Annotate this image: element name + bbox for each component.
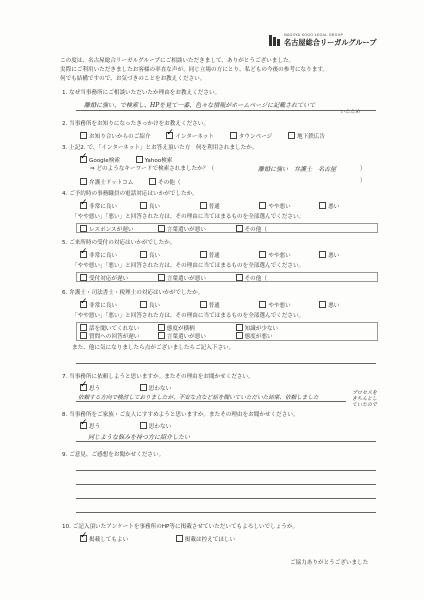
- checkbox[interactable]: [259, 301, 266, 308]
- q1-answer-line: [76, 110, 376, 111]
- q6-rating-bad[interactable]: 悪い: [319, 301, 339, 309]
- q3-other-close: ）: [360, 178, 366, 184]
- org-name-small: NAGOYA SOGO LEGAL GROUP: [284, 33, 343, 37]
- q3-text: 3. 上記2. で、「インターネット」とお答え頂いた方 何を利用されましたか。: [62, 145, 258, 151]
- checkbox[interactable]: [236, 332, 243, 339]
- checkbox[interactable]: [158, 225, 165, 232]
- q3-keyword-label: ⇒ どのようなキーワードで検索されましたか？（: [90, 166, 214, 172]
- q2-text: 2. 当事務所をお知りになったきっかけをお教えください。: [62, 121, 209, 127]
- checkbox[interactable]: [80, 324, 87, 331]
- q6-reason-slow-answer[interactable]: 質問への回答が遅い: [80, 332, 142, 340]
- q4-rating-average[interactable]: 普通: [200, 202, 244, 210]
- q1-answer: 離婚に強い、で検索し、HPを見て一番、色々な情報がホームページに記載されていて: [84, 102, 316, 109]
- checkbox[interactable]: [236, 225, 243, 232]
- q6-reason-not-listening[interactable]: 話を聞いてくれない: [80, 324, 142, 332]
- logo-mark-icon: [268, 33, 282, 47]
- q4-reasons: [80, 225, 281, 233]
- checkbox[interactable]: [136, 156, 143, 163]
- checkbox[interactable]: [140, 251, 147, 258]
- q5-reason-other[interactable]: その他（: [236, 274, 267, 282]
- checkbox-checked[interactable]: [166, 132, 173, 139]
- q10-text: 10. ご記入頂いたアンケートを事務所のHP等に掲載させていただいてもよろしいでしょうか。: [62, 524, 299, 530]
- checkbox-checked[interactable]: [80, 535, 87, 542]
- q5-text: 5. ご来所時の受付の対応はいかがでしたか。: [62, 240, 176, 246]
- q6-text: 6. 弁護士・司法書士・税理士の対応はいかがでしたか。: [62, 290, 204, 296]
- q5-reason-wording[interactable]: 言葉遣いが悪い: [158, 274, 220, 282]
- q8-options: [80, 422, 185, 430]
- q9-line-3: [76, 498, 376, 499]
- q7-option-no[interactable]: 思わない: [140, 384, 171, 392]
- q5-rating-average[interactable]: 普通: [200, 251, 244, 259]
- intro-line-1: この度は、名古屋総合リーガルグループにご相談いただきまして、ありがとうございました。: [60, 58, 295, 64]
- checkbox[interactable]: [200, 251, 207, 258]
- checkbox-checked[interactable]: [80, 156, 87, 163]
- q2-option-subway-ad[interactable]: 地下鉄広告: [288, 132, 325, 140]
- checkbox[interactable]: [236, 324, 243, 331]
- checkbox[interactable]: [288, 132, 295, 139]
- q7-answer-line: [76, 401, 346, 402]
- checkbox[interactable]: [158, 332, 165, 339]
- q2-options: [80, 132, 339, 140]
- q3-keyword-answer: 離婚に強い 弁護士 名古屋: [258, 166, 337, 173]
- q9-line-4: [76, 512, 376, 513]
- q3-option-yahoo[interactable]: Yahoo検索: [136, 156, 173, 164]
- checkbox[interactable]: [319, 301, 326, 308]
- q3-keyword-close: ）: [360, 166, 366, 172]
- q5-rating-somewhat-bad[interactable]: やや悪い: [259, 251, 303, 259]
- q4-rating-somewhat-bad[interactable]: やや悪い: [259, 202, 303, 210]
- q6-rating-somewhat-bad[interactable]: やや悪い: [259, 301, 303, 309]
- checkbox-checked[interactable]: [80, 301, 87, 308]
- q4-reason-slow[interactable]: レスポンスが遅い: [80, 225, 142, 233]
- q7-answer: 依頼する方向で検討しておりましたが、不安な点など話を聞いていただいた結果、依頼しました: [78, 395, 319, 401]
- q8-option-yes[interactable]: ✓思う: [80, 422, 124, 430]
- checkbox[interactable]: [200, 301, 207, 308]
- checkbox[interactable]: [259, 202, 266, 209]
- q5-followup: 「やや悪い」「悪い」と回答された方は、その理由に当てはまるものを全部選んでください。: [72, 263, 305, 269]
- checkbox[interactable]: [140, 202, 147, 209]
- q6-followup: 「やや悪い」「悪い」と回答された方は、その理由に当てはまるものを全部選んでください。: [72, 313, 305, 319]
- q6-ratings: [80, 301, 353, 309]
- q9-text: 9. ご意見、ご感想をお聞かせください。: [62, 452, 165, 458]
- checkbox-checked[interactable]: [80, 251, 87, 258]
- q6-reason-little-knowledge[interactable]: 知識が少ない: [236, 324, 279, 332]
- q4-ratings: [80, 202, 353, 210]
- q4-reason-wording[interactable]: 言葉遣いが悪い: [158, 225, 220, 233]
- q6-reasons-row1: [80, 324, 292, 332]
- q3-option-bengoshi-com[interactable]: 弁護士ドットコム: [80, 178, 133, 186]
- q8-text: 8. 当事務所をご家族・ご友人にすすめようと思いますか。またその理由をお聞かせください。: [62, 412, 299, 418]
- q4-text: 4. ご予約時の事務職員の電話対応はいかがでしたか。: [62, 191, 198, 197]
- checkbox-checked[interactable]: [80, 384, 87, 391]
- q6-rating-good[interactable]: 良い: [140, 301, 184, 309]
- q6-other: また、他に気になりましたら点がございましたらご記入下さい。: [72, 345, 235, 351]
- q5-rating-good[interactable]: 良い: [140, 251, 184, 259]
- q3-option-other[interactable]: その他（: [149, 178, 180, 186]
- q9-line-2: [76, 484, 376, 485]
- checkbox[interactable]: [319, 202, 326, 209]
- q2-option-townpage[interactable]: タウンページ: [230, 132, 272, 140]
- q3-options-2: [80, 178, 194, 186]
- q5-ratings: [80, 251, 353, 259]
- checkbox[interactable]: [158, 324, 165, 331]
- q4-rating-bad[interactable]: 悪い: [319, 202, 339, 210]
- q6-rating-average[interactable]: 普通: [200, 301, 244, 309]
- checkbox[interactable]: [140, 301, 147, 308]
- checkbox[interactable]: [149, 178, 156, 185]
- checkbox[interactable]: [259, 251, 266, 258]
- q5-reasons: [80, 274, 281, 282]
- checkbox[interactable]: [80, 178, 87, 185]
- q9-line-1: [76, 470, 376, 471]
- q8-answer-line: [76, 441, 376, 442]
- q8-option-no[interactable]: 思わない: [140, 422, 171, 430]
- q5-rating-very-good[interactable]: ✓非常に良い: [80, 251, 124, 259]
- q1-answer-tail: いたため: [340, 109, 361, 115]
- checkbox[interactable]: [80, 132, 87, 139]
- q3-options: [80, 156, 186, 164]
- org-name: 名古屋総合リーガルグループ: [284, 38, 377, 47]
- q6-reason-arrogant[interactable]: 態度が横柄: [158, 324, 220, 332]
- q1-text: 1. なぜ当事務所にご相談いただいたか理由をお教えください。: [62, 90, 221, 96]
- q10-option-allow[interactable]: ✓掲載してもよい: [80, 535, 160, 543]
- q6-other-line: [76, 363, 376, 364]
- checkbox[interactable]: [230, 132, 237, 139]
- q6-reasons-row2: [80, 332, 287, 340]
- checkbox-checked[interactable]: [80, 422, 87, 429]
- q6-reason-wording[interactable]: 言葉遣いが悪い: [158, 332, 220, 340]
- q4-rating-good[interactable]: 良い: [140, 202, 184, 210]
- q7-option-yes[interactable]: ✓思う: [80, 384, 124, 392]
- q4-reason-other[interactable]: その他（: [236, 225, 267, 233]
- checkbox[interactable]: [80, 332, 87, 339]
- q8-answer: 同じような悩みを持つ方に紹介したい: [88, 434, 191, 441]
- closing-text: ご協力ありがとうございました: [290, 560, 369, 566]
- q7-text: 7. 当事務所に依頼しようと思いますか。またその理由をお聞かせください。: [62, 374, 254, 380]
- q6-reason-bad-attitude[interactable]: 態度が悪い: [236, 332, 273, 340]
- q2-option-referral[interactable]: お知り合いからのご紹介: [80, 132, 151, 140]
- checkbox-checked[interactable]: [80, 202, 87, 209]
- q10-options: [80, 535, 249, 543]
- q3-option-google[interactable]: ✓Google検索: [80, 156, 120, 164]
- q2-option-internet[interactable]: ✓ インターネット: [166, 132, 214, 140]
- q10-option-decline[interactable]: 掲載は控えてほしい: [176, 535, 235, 543]
- q4-followup: 「やや悪い」「悪い」と回答された方は、その理由に当てはまるものを全部選んでください。: [72, 214, 305, 220]
- checkbox[interactable]: [200, 202, 207, 209]
- q7-answer-tail: プロセスをきちんとしていたので: [352, 390, 378, 408]
- checkbox[interactable]: [80, 274, 87, 281]
- q7-options: [80, 384, 185, 392]
- checkbox[interactable]: [140, 384, 147, 391]
- intro-line-3: 何でも結構ですので、お気づきのことをお教えください。: [60, 76, 206, 82]
- intro-line-2: 実際にご利用いただきましたお客様の率直な声が、同じ立場の方にとり、私どもの今後の参考になります。: [60, 67, 329, 73]
- q5-reason-slow[interactable]: 受付対応が遅い: [80, 274, 142, 282]
- checkbox[interactable]: [176, 535, 183, 542]
- checkbox[interactable]: [236, 274, 243, 281]
- q6-rating-very-good[interactable]: ✓非常に良い: [80, 301, 124, 309]
- q4-rating-very-good[interactable]: ✓非常に良い: [80, 202, 124, 210]
- checkbox[interactable]: [80, 225, 87, 232]
- checkbox[interactable]: [319, 251, 326, 258]
- checkbox[interactable]: [158, 274, 165, 281]
- checkbox[interactable]: [140, 422, 147, 429]
- q5-rating-bad[interactable]: 悪い: [319, 251, 339, 259]
